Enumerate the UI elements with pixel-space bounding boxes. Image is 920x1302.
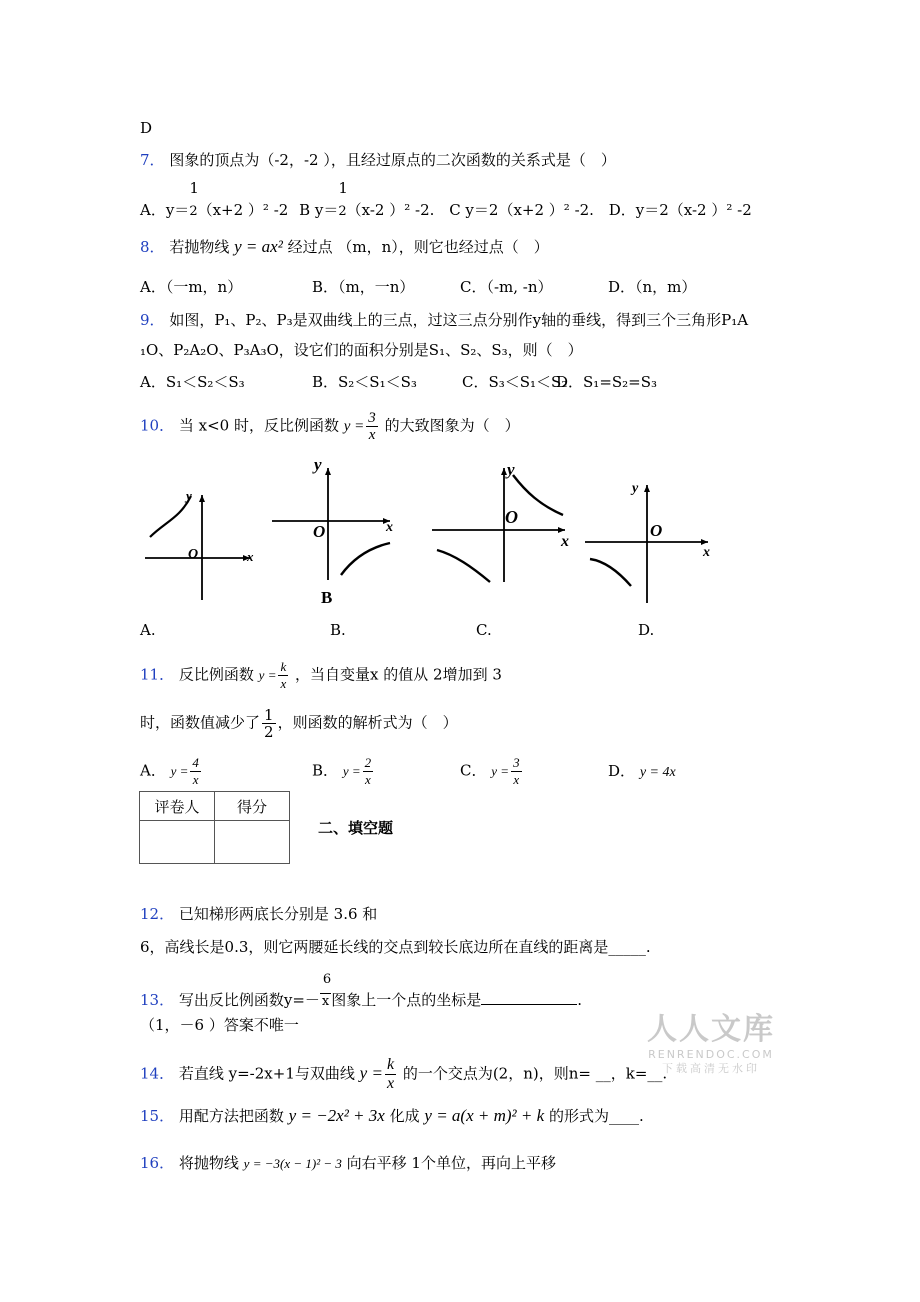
graph-c — [432, 468, 565, 582]
q15-equation-2: y = a(x + m)² + k — [424, 1106, 545, 1125]
q11-option-d: D． y = 4x — [608, 761, 676, 780]
q9-option-a: A．S₁＜S₂＜S₃ — [140, 373, 245, 391]
q8-option-d: D．（n，m） — [608, 278, 697, 296]
score-table — [139, 791, 290, 864]
q15-stem: 15． 用配方法把函数 y = −2x² + 3x 化成 y = a(x + m)² + k 的形式为____. — [140, 1106, 644, 1125]
q8-option-b: B．（m，一n） — [312, 278, 415, 296]
graph-d — [585, 485, 708, 603]
q14-stem: 14． 若直线 y=-2x+1与双曲线 y = $\frac{k}{x}$ 的一个交点为(2，n)，则n= __，k=__. — [140, 1056, 668, 1092]
q9-option-c: C．S₃＜S₁＜S₂ — [462, 373, 568, 391]
svg-text:x: x — [247, 549, 254, 564]
q11-options — [140, 755, 676, 788]
q16-number: 16． — [140, 1154, 175, 1172]
q10-options — [140, 620, 654, 640]
graph-a-y-label: y — [186, 488, 192, 503]
svg-text:O: O — [650, 521, 663, 540]
q13-answer: （1，－6 ）答案不唯一 — [140, 1016, 299, 1034]
q12-stem-line2: 6，高线长是0.3，则它两腰延长线的交点到较长底边所在直线的距离是_____. — [140, 938, 651, 956]
q11-option-a: A． y = $\frac{4}{x}$ — [140, 755, 199, 787]
q8-stem: 8． 若抛物线 y = ax² 经过点 （m，n），则它也经过点（ ） — [140, 237, 549, 256]
q10-stem: 10． 当 x<0 时，反比例函数 y = $\frac{3}{x}$ 的大致图象为（ ） — [140, 410, 520, 443]
svg-text:x: x — [703, 545, 710, 560]
watermark-brand: 人人文库 — [647, 1012, 775, 1047]
q15-number: 15． — [140, 1107, 175, 1125]
q7-options: A．y＝ 1 2（x+2 ）² -2 B y＝ 1 2（x-2 ）² -2. C y＝2（x+2 ）² -2. D．y＝2（x-2 ）² -2 — [140, 200, 752, 222]
q10-fraction: $\frac{3}{x}$ — [368, 410, 376, 443]
q10-option-a: A. — [140, 621, 156, 639]
q11-stem: 11． 反比例函数 y = $\frac{k}{x}$ ，当自变量x 的值从 2增加到 3 — [140, 659, 502, 691]
q7-number: 7． — [140, 151, 165, 169]
q7-option-b: B y＝ — [299, 201, 339, 219]
q12-stem-line1: 12． 已知梯形两底长分别是 3.6 和 — [140, 905, 378, 923]
q8-number: 8． — [140, 238, 165, 256]
q10-option-d: D. — [638, 621, 655, 639]
q9-stem-line2: ₁O、P₂A₂O、P₃A₃O，设它们的面积分别是S₁、S₂、S₃，则（ ） — [140, 341, 583, 359]
q7-option-c: C y＝2（x+2 ）² -2. — [449, 201, 594, 219]
score-header: 得分 — [215, 792, 290, 821]
q13-answer-blank[interactable] — [481, 1004, 577, 1005]
grader-cell[interactable] — [140, 821, 215, 864]
svg-text:O: O — [505, 507, 518, 527]
q12-number: 12． — [140, 905, 175, 923]
q9-option-d: D．S₁=S₂=S₃ — [556, 373, 658, 391]
q7-text: 图象的顶点为（-2，-2 ），且经过原点的二次函数的关系式是（ ） — [169, 151, 616, 169]
svg-text:y: y — [632, 481, 639, 496]
watermark-domain: RENRENDOC.COM — [648, 1048, 774, 1061]
q11-option-b: B． y = $\frac{2}{x}$ — [312, 755, 372, 787]
q16-stem: 16． 将抛物线 y = −3(x − 1)² − 3 向右平移 1个单位，再向上平移 — [140, 1154, 556, 1172]
score-cell[interactable] — [215, 821, 290, 864]
q13-fraction: $\frac{6}{x}$ — [321, 972, 332, 1009]
svg-text:x: x — [386, 520, 393, 535]
q11-number: 11． — [140, 665, 175, 684]
grader-header: 评卷人 — [140, 792, 215, 821]
q14-fraction: $\frac{k}{x}$ — [386, 1056, 395, 1092]
q16-equation: y = −3(x − 1)² − 3 — [243, 1156, 342, 1171]
svg-text:x: x — [561, 533, 569, 550]
q14-number: 14． — [140, 1064, 175, 1083]
q11-stem-line2: 时，函数值减少了 $\frac{1}{2}$ ，则函数的解析式为（ ） — [140, 706, 458, 741]
previous-answer: D — [140, 119, 153, 137]
q8-equation: y = ax² — [234, 237, 283, 256]
section-title: 二、填空题 — [318, 819, 394, 837]
q9-stem-line1: 9． 如图，P₁、P₂、P₃是双曲线上的三点，过这三点分别作y轴的垂线，得到三个三角形P₁A — [140, 311, 749, 329]
q13-stem: 13． 写出反比例函数y=－ $\frac{6}{x}$图象上一个点的坐标是 . — [140, 990, 582, 1012]
q11-option-c: C． y = $\frac{3}{x}$ — [460, 755, 520, 787]
q9-number: 9． — [140, 311, 165, 329]
svg-text:B: B — [321, 588, 333, 607]
svg-text:y: y — [507, 460, 515, 479]
q10-number: 10． — [140, 416, 175, 435]
q13-number: 13． — [140, 991, 175, 1009]
q8-option-c: C．（-m, -n） — [460, 278, 553, 296]
q11-half-fraction: $\frac{1}{2}$ — [264, 706, 274, 741]
q10-option-c: C. — [476, 621, 492, 639]
q9-option-b: B．S₂＜S₁＜S₃ — [312, 373, 417, 391]
q7-a-fraction: 1 2 — [189, 179, 199, 219]
q10-option-b: B. — [330, 621, 346, 639]
watermark-slogan: 下载高清无水印 — [662, 1062, 760, 1075]
q11-fraction: $\frac{k}{x}$ — [280, 659, 287, 691]
q8-option-a: A．（一m，n） — [140, 278, 243, 296]
svg-text:O: O — [188, 547, 199, 562]
q7-option-d: D．y＝2（x-2 ）² -2 — [608, 201, 752, 219]
svg-text:O: O — [313, 522, 326, 541]
q7-b-fraction: 1 2 — [338, 179, 348, 219]
q15-equation-1: y = −2x² + 3x — [288, 1106, 385, 1125]
graph-b — [272, 468, 390, 580]
svg-text:y: y — [314, 455, 322, 474]
q7-option-a: A．y＝ — [140, 201, 190, 219]
